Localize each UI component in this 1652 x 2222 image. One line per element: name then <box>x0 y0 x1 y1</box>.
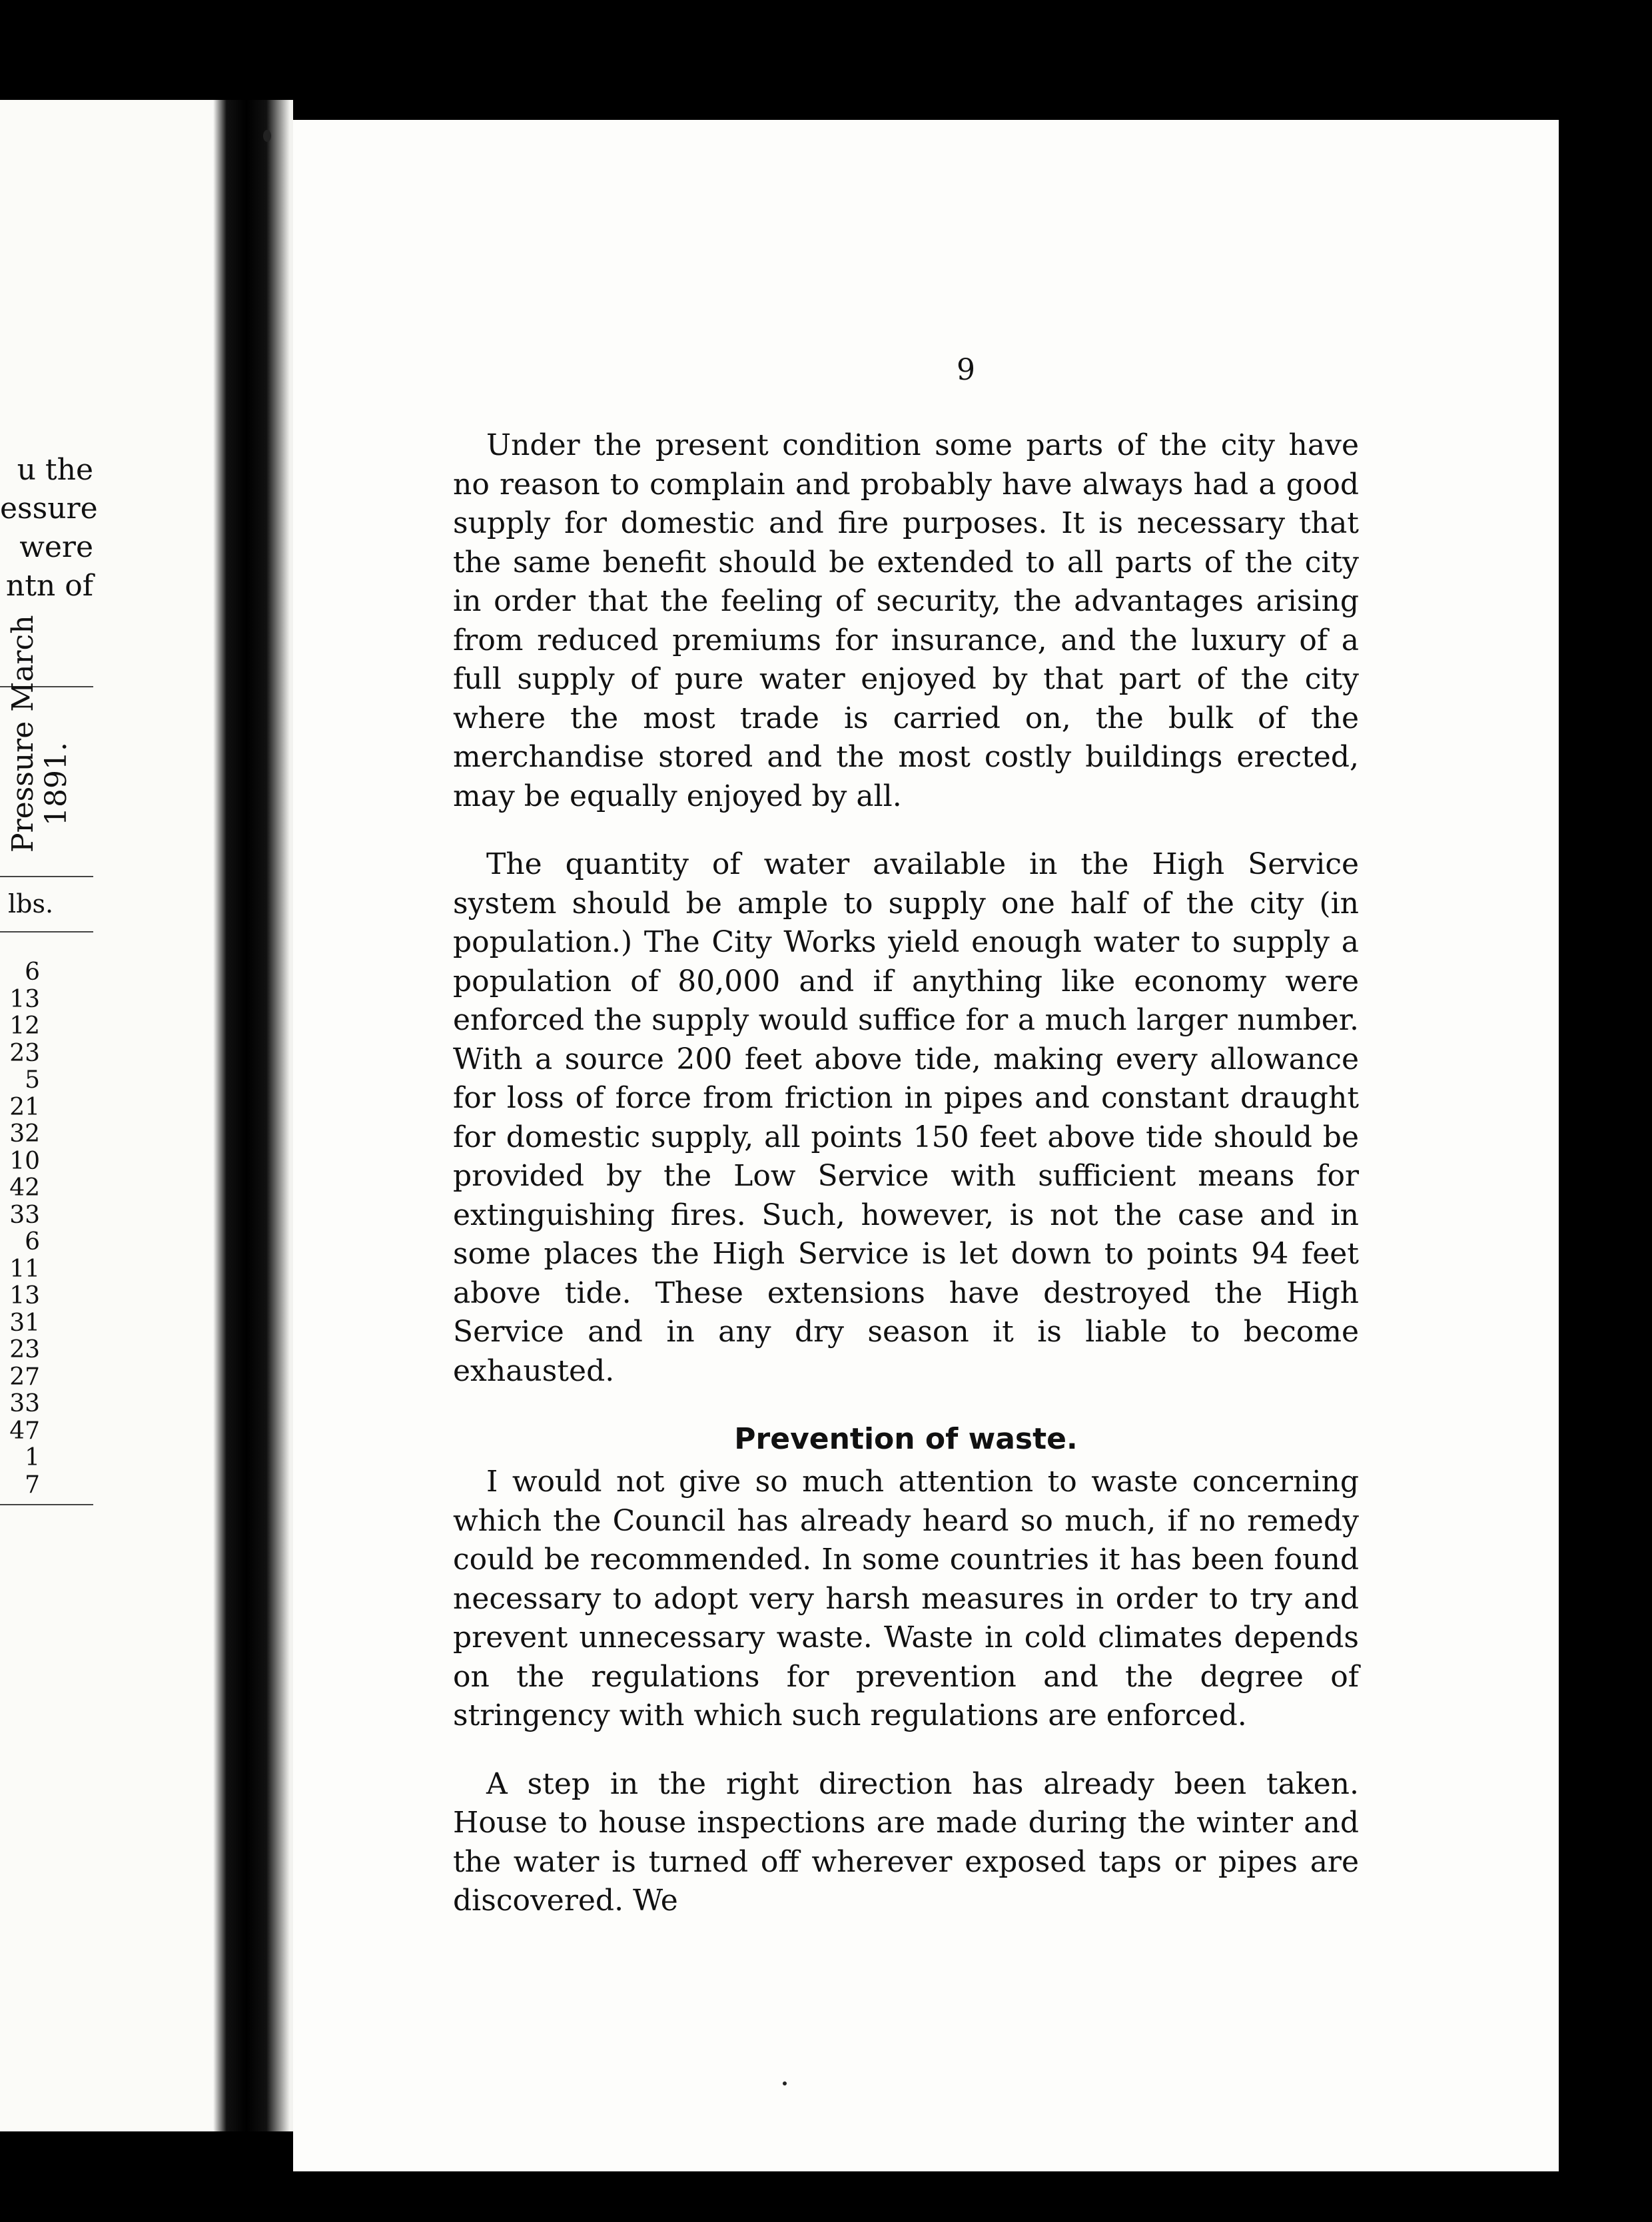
table-cell: 47 <box>9 1417 40 1445</box>
scan-speck <box>263 130 271 142</box>
table-cell: 11 <box>9 1255 40 1283</box>
table-cell: 1 <box>25 1444 40 1471</box>
table-cell: 27 <box>9 1363 40 1391</box>
table-cell: 13 <box>9 985 40 1013</box>
table-cell: 12 <box>9 1012 40 1040</box>
previous-page-fragment <box>0 100 200 2131</box>
section-heading: Prevention of waste. <box>734 1422 1078 1456</box>
page-body <box>453 426 1359 1950</box>
column-heading <box>6 615 73 853</box>
table-cell: 10 <box>9 1147 40 1175</box>
text-fragment: were <box>19 530 93 564</box>
table-cell: 5 <box>25 1066 40 1094</box>
table-cell: 42 <box>9 1174 40 1202</box>
unit-label: lbs. <box>8 889 54 919</box>
scan-speck <box>783 2081 787 2085</box>
table-rule <box>0 876 93 877</box>
pressure-values <box>0 959 40 1499</box>
table-cell: 31 <box>9 1309 40 1337</box>
table-cell: 21 <box>9 1093 40 1121</box>
page-number: 9 <box>957 353 975 387</box>
table-cell: 7 <box>25 1471 40 1499</box>
table-cell: 13 <box>9 1282 40 1309</box>
table-cell: 23 <box>9 1039 40 1067</box>
paragraph: Under the present condition some parts of the city have no reason to complain and probably have always had a good supply for domestic and fire purposes. It is necessary that the same benefit should be extended to all parts of the city in order that the feeling of security, the advantages arising from reduced premiums for insurance, and the luxury of a full supply of pure water enjoyed by that part of the city where the most trade is carried on, the bulk of the merchandise stored and the most costly buildings erected, may be equally enjoyed by all. <box>453 428 1359 813</box>
table-cell: 32 <box>9 1120 40 1148</box>
text-fragment: u the <box>17 453 93 487</box>
paragraph: The quantity of water available in the High Service system should be ample to supply one half of the city (in population.) The City Works yield enough water to supply a population of 80,000 and if anything like economy were enforced the supply would suffice for a much larger number. With a source 200 feet above tide, making every allowance for loss of force from friction in pipes and constant draught for domestic supply, all points 150 feet above tide should be provided by the Low Service with sufficient means for extinguishing fires. Such, however, is not the case and in some places the High Service is let down to points 94 feet above tide. These extensions have destroyed the High Service and in any dry season it is liable to become exhausted. <box>453 847 1359 1388</box>
text-fragment: essure <box>0 492 98 526</box>
table-cell: 33 <box>9 1390 40 1417</box>
column-heading-line: Pressure March <box>6 615 40 853</box>
table-rule <box>0 1504 93 1505</box>
table-cell: 23 <box>9 1336 40 1363</box>
paragraph: A step in the right direction has already been taken. House to house inspections are made during the winter and the water is turned off wherever exposed taps or pipes are discovered. We <box>453 1766 1359 1918</box>
paragraph: I would not give so much attention to waste concerning which the Council has already heard so much, if no remedy could be recommended. In some countries it has been found necessary to adopt very harsh measures in order to try and prevent unnecessary waste. Waste in cold climates depends on the regulations for prevention and the degree of stringency with which such regulations are enforced. <box>453 1465 1359 1732</box>
table-cell: 6 <box>25 1228 40 1256</box>
column-heading-line: 1891. <box>39 742 73 826</box>
table-cell: 6 <box>25 958 40 986</box>
table-cell: 33 <box>9 1201 40 1229</box>
table-rule <box>0 931 93 932</box>
book-spine <box>200 100 293 2131</box>
document-page <box>293 120 1559 2171</box>
text-fragment: ntn of <box>5 569 93 603</box>
